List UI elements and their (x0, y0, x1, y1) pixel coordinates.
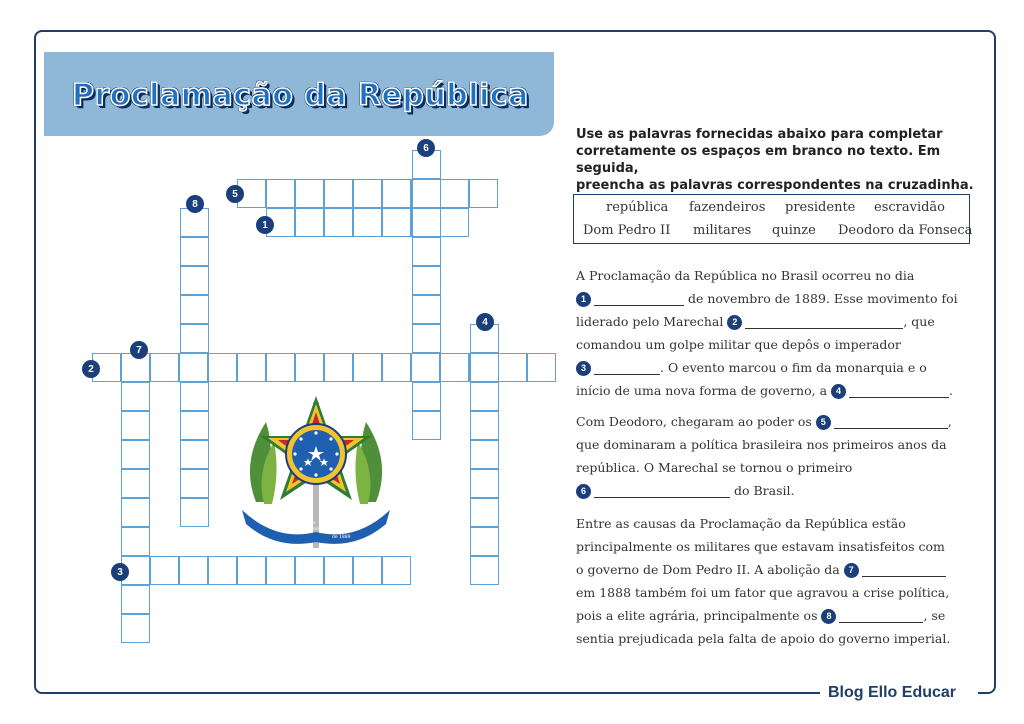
crossword-cell[interactable] (412, 208, 441, 237)
blank-4[interactable] (849, 386, 949, 398)
crossword-number-6: 6 (417, 139, 435, 157)
blank-1[interactable] (594, 294, 684, 306)
text-line: liderado pelo Marechal 2 , que (576, 314, 935, 329)
clue-badge-2: 2 (727, 315, 742, 330)
crossword-cell[interactable] (121, 411, 150, 440)
clue-badge-7: 7 (844, 563, 859, 578)
clue-badge-6: 6 (576, 484, 591, 499)
crossword-cell[interactable] (470, 556, 499, 585)
word-bank-item: república (606, 200, 669, 215)
crossword-number-3: 3 (111, 563, 129, 581)
crossword-cell[interactable] (266, 353, 295, 382)
crossword-cell[interactable] (237, 556, 266, 585)
text-line: pois a elite agrária, principalmente os 8 , se (576, 608, 946, 623)
crossword-cell[interactable] (266, 179, 295, 208)
crossword-cell[interactable] (353, 353, 382, 382)
crossword-number-4: 4 (476, 313, 494, 331)
crossword-cell[interactable] (150, 353, 179, 382)
crossword-cell[interactable] (180, 266, 209, 295)
paragraph-1 (576, 264, 958, 402)
footer-brand: Blog Ello Educar (828, 684, 957, 701)
word-bank-item: Deodoro da Fonseca (838, 223, 973, 238)
crossword-cell[interactable] (208, 556, 237, 585)
crossword-cell[interactable] (237, 353, 266, 382)
brazil-coat-of-arms-icon (236, 392, 396, 548)
crossword-cell[interactable] (180, 498, 209, 527)
word-bank-item: militares (693, 223, 752, 238)
crossword-cell[interactable] (180, 469, 209, 498)
crossword-cell[interactable] (121, 614, 150, 643)
crossword-cell[interactable] (382, 179, 411, 208)
text-line: comandou um golpe militar que depôs o imperador (576, 337, 901, 352)
instructions-line: corretamente os espaços em branco no texto. Em seguida, (576, 144, 941, 176)
text-line: 1 de novembro de 1889. Esse movimento foi (576, 287, 958, 310)
word-bank-item: escravidão (874, 200, 946, 215)
word-bank-item: fazendeiros (689, 200, 766, 215)
clue-badge-5: 5 (816, 415, 831, 430)
crossword-cell[interactable] (179, 353, 208, 382)
blank-7[interactable] (862, 565, 946, 577)
crossword-cell[interactable] (440, 208, 469, 237)
crossword-cell[interactable] (295, 353, 324, 382)
crossword-number-2: 2 (82, 360, 100, 378)
crossword-cell[interactable] (412, 179, 441, 208)
word-bank-item: Dom Pedro II (583, 223, 671, 238)
crossword-cell[interactable] (412, 324, 441, 353)
text-line: em 1888 também foi um fator que agravou a crise política, (576, 585, 950, 600)
blank-5[interactable] (834, 417, 948, 429)
blank-2[interactable] (745, 317, 903, 329)
blank-6[interactable] (594, 486, 730, 498)
crossword-cell[interactable] (382, 208, 411, 237)
crossword-cell[interactable] (324, 556, 353, 585)
text-line: início de uma nova forma de governo, a 4 . (576, 383, 953, 398)
text-line: 3 . O evento marcou o fim da monarquia e o (576, 356, 958, 379)
text-line: o governo de Dom Pedro II. A abolição da 7 (576, 558, 950, 581)
blank-8[interactable] (839, 611, 923, 623)
text-line: Entre as causas da Proclamação da República estão (576, 516, 906, 531)
crossword-cell[interactable] (412, 382, 441, 411)
paragraph-2 (576, 410, 952, 502)
crossword-cell[interactable] (470, 527, 499, 556)
emblem-date-left: 15 de novembro (278, 521, 315, 526)
instructions (576, 126, 976, 194)
clue-badge-3: 3 (576, 361, 591, 376)
crossword-cell[interactable] (121, 469, 150, 498)
clue-badge-4: 4 (831, 384, 846, 399)
crossword-cell[interactable] (470, 353, 499, 382)
crossword-cell[interactable] (412, 295, 441, 324)
crossword-cell[interactable] (382, 556, 411, 585)
text-line: principalmente os militares que estavam insatisfeitos com (576, 539, 945, 554)
crossword-cell[interactable] (324, 353, 353, 382)
crossword-cell[interactable] (121, 382, 150, 411)
crossword-cell[interactable] (440, 179, 469, 208)
crossword-cell[interactable] (150, 556, 179, 585)
crossword-cell[interactable] (121, 440, 150, 469)
crossword-cell[interactable] (440, 353, 469, 382)
crossword-cell[interactable] (180, 382, 209, 411)
instructions-line: Use as palavras fornecidas abaixo para completar (576, 127, 943, 142)
crossword-cell[interactable] (382, 353, 411, 382)
crossword-cell[interactable] (121, 527, 150, 556)
crossword-cell[interactable] (470, 440, 499, 469)
crossword-cell[interactable] (295, 208, 324, 237)
crossword-cell[interactable] (180, 411, 209, 440)
crossword-cell[interactable] (324, 179, 353, 208)
text-line: A Proclamação da República no Brasil ocorreu no dia (576, 268, 915, 283)
blank-3[interactable] (594, 363, 660, 375)
text-line: 6 do Brasil. (576, 479, 952, 502)
crossword-cell[interactable] (353, 208, 382, 237)
crossword-cell[interactable] (180, 324, 209, 353)
crossword-number-7: 7 (130, 341, 148, 359)
crossword-cell[interactable] (180, 237, 209, 266)
text-line: república. O Marechal se tornou o primeiro (576, 460, 853, 475)
crossword-number-8: 8 (186, 195, 204, 213)
text-line: Com Deodoro, chegaram ao poder os 5 , (576, 414, 952, 429)
crossword-cell[interactable] (353, 556, 382, 585)
crossword-cell[interactable] (412, 411, 441, 440)
page-title: Proclamação da República (72, 78, 529, 113)
word-bank-item: quinze (772, 223, 816, 238)
crossword-cell[interactable] (470, 469, 499, 498)
text-line: sentia prejudicada pela falta de apoio do governo imperial. (576, 631, 951, 646)
emblem-ribbon-text: REPÚBLICA FEDERATIVA DO BRASIL (292, 527, 356, 531)
instructions-line: preencha as palavras correspondentes na cruzadinha. (576, 178, 974, 193)
crossword-cell[interactable] (527, 353, 556, 382)
clue-badge-1: 1 (576, 292, 591, 307)
crossword-cell[interactable] (412, 237, 441, 266)
crossword-cell[interactable] (470, 382, 499, 411)
crossword-cell[interactable] (180, 440, 209, 469)
crossword-cell[interactable] (179, 556, 208, 585)
crossword-cell[interactable] (470, 498, 499, 527)
crossword-number-1: 1 (256, 216, 274, 234)
crossword-cell[interactable] (498, 353, 527, 382)
crossword-number-5: 5 (226, 185, 244, 203)
crossword-cell[interactable] (324, 208, 353, 237)
crossword-cell[interactable] (180, 295, 209, 324)
crossword-cell[interactable] (353, 179, 382, 208)
emblem-date-right: de 1889 (332, 535, 351, 540)
crossword-cell[interactable] (121, 585, 150, 614)
crossword-cell[interactable] (295, 179, 324, 208)
crossword-cell[interactable] (208, 353, 237, 382)
paragraph-3 (576, 512, 950, 650)
crossword-cell[interactable] (411, 353, 440, 382)
crossword-cell[interactable] (412, 266, 441, 295)
crossword-cell[interactable] (295, 556, 324, 585)
clue-badge-8: 8 (821, 609, 836, 624)
word-bank-item: presidente (785, 200, 856, 215)
crossword-cell[interactable] (266, 556, 295, 585)
text-line: que dominaram a política brasileira nos primeiros anos da (576, 437, 947, 452)
crossword-cell[interactable] (470, 411, 499, 440)
crossword-cell[interactable] (121, 498, 150, 527)
crossword-cell[interactable] (469, 179, 498, 208)
